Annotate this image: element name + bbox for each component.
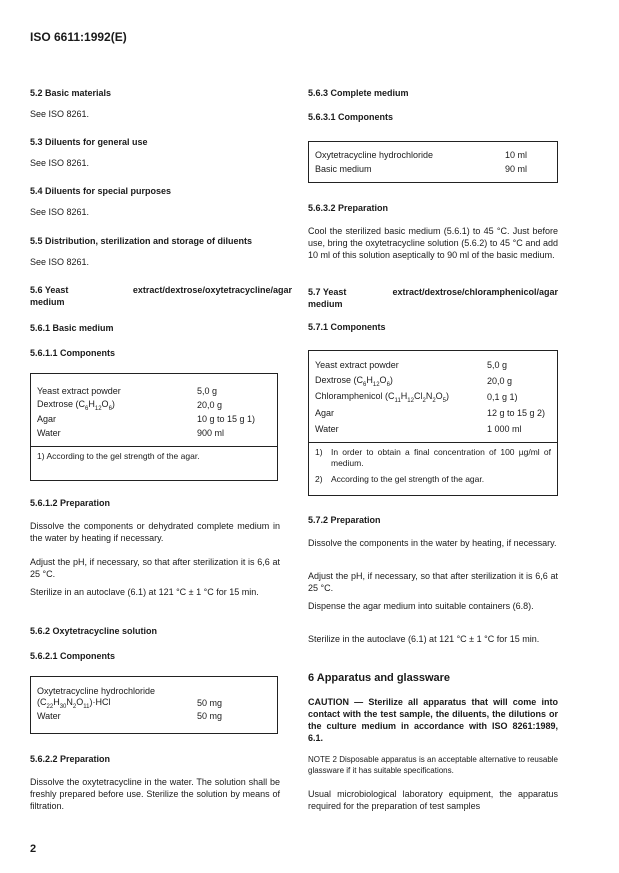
table-row: [309, 421, 557, 437]
section-5-7-2-para3: Dispense the agar medium into suitable containers (6.8).: [308, 601, 534, 611]
section-5-6-1-2-para3: Sterilize in an autoclave (6.1) at 121 °C ± 1 °C for 15 min.: [30, 587, 259, 597]
table-row: [309, 357, 557, 373]
table-cell-name: Chloramphenicol $(C_{11}H_{12}Cl_2N_2O_5)$: [315, 390, 450, 404]
section-6-text: Usual microbiological laboratory equipment, the apparatus required for the preparation of test samples: [308, 789, 558, 811]
section-5-6-3-2-title: 5.6.3.2 Preparation: [308, 203, 389, 213]
section-5-3-text: See ISO 8261.: [30, 158, 90, 168]
table-cell-name: Dextrose $(C_6H_{12}O_6)$: [37, 398, 115, 412]
table-row: [31, 384, 277, 398]
table-cell-value: 12 g to 15 g 2): [487, 408, 546, 418]
section-5-6-title: [30, 285, 292, 295]
section-5-6-1-1-title: 5.6.1.1 Components: [30, 348, 116, 358]
table-cell-name: Basic medium: [315, 164, 372, 174]
section-5-6-2-title: 5.6.2 Oxytetracycline solution: [30, 626, 158, 636]
section-5-6-title-part-b: extract/dextrose/oxytetracycline/agar: [132, 285, 292, 295]
section-5-6-3-title: 5.6.3 Complete medium: [308, 88, 409, 98]
table-footnote: 1) In order to obtain a final concentration of 100 µg/ml of medium.: [315, 447, 551, 468]
table-complete-medium: [308, 141, 558, 183]
section-5-6-1-2-para2: Adjust the pH, if necessary, so that after sterilization it is 6,6 at 25 °C.: [30, 557, 280, 579]
table-cell-name: Yeast extract powder: [315, 360, 399, 370]
table-cell-value: 10 g to 15 g 1): [197, 414, 256, 424]
table-cell-value: 5,0 g: [487, 360, 508, 370]
section-5-7-2-para1: Dissolve the components in the water by heating, if necessary.: [308, 538, 557, 548]
section-5-6-3-2-text: Cool the sterilized basic medium (5.6.1) to 45 °C. Just before use, bring the oxytetracycline solution (5.6.2) to 45 °C and add 10 ml of this solution aseptically to 90 ml of the basic medium.: [308, 226, 558, 260]
table-row: [31, 697, 277, 709]
table-row: [309, 389, 557, 405]
table-row: [31, 685, 277, 697]
table-cell-value: 50 mg: [197, 698, 223, 708]
section-5-4-text: See ISO 8261.: [30, 207, 90, 217]
section-5-6-2-1-title: 5.6.2.1 Components: [30, 651, 116, 661]
table-cell-name: Water: [37, 711, 61, 721]
section-5-3-title: 5.3 Diluents for general use: [30, 137, 148, 147]
table-cell-value: 90 ml: [505, 164, 528, 174]
section-5-7-title-part-a: 5.7 Yeast: [308, 287, 347, 297]
table-cell-value: 50 mg: [197, 711, 223, 721]
section-5-7-2-para4: Sterilize in the autoclave (6.1) at 121 °C ± 1 °C for 15 min.: [308, 634, 540, 644]
page-number: 2: [30, 843, 37, 855]
section-5-2-text: See ISO 8261.: [30, 109, 90, 119]
table-basic-medium: [30, 373, 278, 481]
table-cell-value: 5,0 g: [197, 386, 218, 396]
table-chloramphenicol-medium: [308, 350, 558, 496]
section-5-7-title: [308, 287, 558, 297]
table-row: [31, 398, 277, 412]
table-cell-name: Agar: [315, 408, 335, 418]
section-6-note: NOTE 2 Disposable apparatus is an acceptable alternative to reusable glassware if it has suitable specifications.: [308, 755, 558, 775]
section-5-4-title: 5.4 Diluents for special purposes: [30, 186, 172, 196]
table-row: [309, 405, 557, 421]
section-5-6-1-title: 5.6.1 Basic medium: [30, 323, 114, 333]
section-5-6-1-2-para1: Dissolve the components or dehydrated complete medium in the water by heating if necessary.: [30, 521, 280, 543]
document-header: ISO 6611:1992(E): [30, 30, 127, 44]
table-footnotes: [309, 443, 557, 489]
table-cell-value: 20,0 g: [487, 376, 513, 386]
table-cell-value: 20,0 g: [197, 400, 223, 410]
table-cell-value: 1 000 ml: [487, 424, 522, 434]
section-5-7-title-part-b: extract/dextrose/chloramphenicol/agar: [392, 287, 558, 297]
table-cell-value: 0,1 g 1): [487, 392, 518, 402]
section-5-6-2-2-text: Dissolve the oxytetracycline in the water. The solution shall be freshly prepared before use. Sterilize the solution by means of filtration.: [30, 777, 280, 811]
section-5-6-2-2-title: 5.6.2.2 Preparation: [30, 754, 111, 764]
section-5-7-title-line2: medium: [308, 299, 343, 309]
table-row: [309, 148, 557, 162]
table-row: [309, 373, 557, 389]
section-5-7-2-title: 5.7.2 Preparation: [308, 515, 381, 525]
section-6-caution: CAUTION — Sterilize all apparatus that will come into contact with the test sample, the diluents, the dilutions or the culture medium in accordance with ISO 8261:1989, 6.1.: [308, 697, 558, 743]
table-cell-name: Yeast extract powder: [37, 386, 121, 396]
table-cell-name: Oxytetracycline hydrochloride: [315, 150, 434, 160]
table-cell-name: Oxytetracycline hydrochloride: [37, 686, 156, 696]
table-oxytetracycline-solution: [30, 676, 278, 734]
table-cell-name: Water: [315, 424, 339, 434]
table-row: [31, 426, 277, 440]
section-5-6-1-2-title: 5.6.1.2 Preparation: [30, 498, 111, 508]
section-5-7-2-para2: Adjust the pH, if necessary, so that after sterilization it is 6,6 at 25 °C.: [308, 571, 558, 593]
section-5-6-title-line2: medium: [30, 297, 65, 307]
section-5-5-text: See ISO 8261.: [30, 257, 90, 267]
table-cell-name: Water: [37, 428, 61, 438]
table-footnote: 2) According to the gel strength of the agar.: [315, 474, 485, 484]
table-row: [309, 162, 557, 176]
table-cell-value: 10 ml: [505, 150, 528, 160]
table-row: [31, 412, 277, 426]
table-cell-value: 900 ml: [197, 428, 225, 438]
section-5-6-3-1-title: 5.6.3.1 Components: [308, 112, 394, 122]
table-cell-name: Dextrose $(C_6H_{12}O_6)$: [315, 374, 393, 388]
table-row: [31, 709, 277, 723]
table-footnote: 1) According to the gel strength of the agar.: [37, 451, 200, 461]
section-5-5-title: 5.5 Distribution, sterilization and storage of diluents: [30, 236, 253, 246]
table-cell-name: Agar: [37, 414, 57, 424]
table-cell-name: $(C_{22}H_{30}N_2O_{11})\cdot HCl$: [37, 696, 111, 710]
section-5-7-1-title: 5.7.1 Components: [308, 322, 386, 332]
section-5-2-title: 5.2 Basic materials: [30, 88, 112, 98]
section-5-6-title-part-a: 5.6 Yeast: [30, 285, 69, 295]
section-6-title: 6 Apparatus and glassware: [308, 672, 451, 684]
